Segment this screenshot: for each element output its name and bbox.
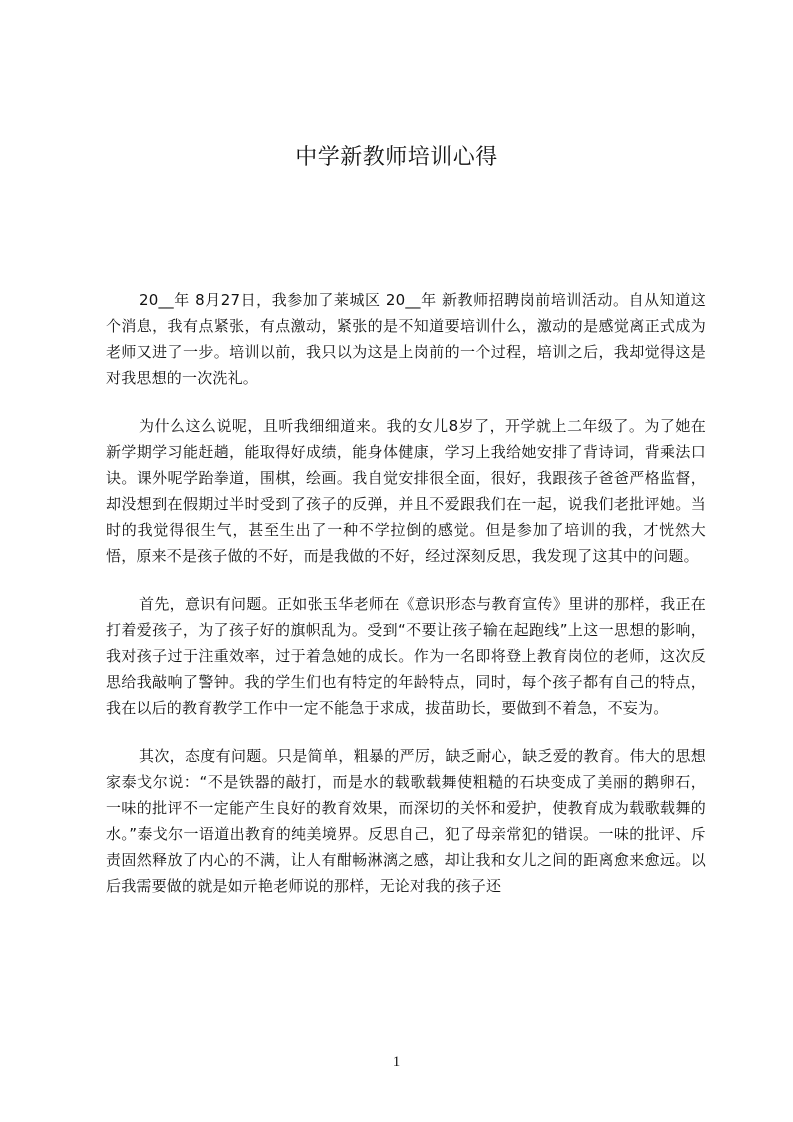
paragraph-3: 首先，意识有问题。正如张玉华老师在《意识形态与教育宣传》里讲的那样，我正在打着爱孩子，为了孩子好的旗帜乱为。受到“不要让孩子输在起跑线”上这一思想的影响，我对孩子过于注重效率，过于着急她的成长。作为一名即将登上教育岗位的老师，这次反思给我敲响了警钟。我的学生们也有特定的年龄特点，同时，每个孩子都有自己的特点，我在以后的教育教学工作中一定不能急于求成，拔苗助长，要做到不着急，不妄为。 [106, 595, 706, 717]
document-body [106, 287, 706, 921]
document-title: 中学新教师培训心得 [295, 145, 498, 170]
page-number: 1 [392, 1054, 401, 1070]
paragraph-4: 其次，态度有问题。只是简单，粗暴的严厉，缺乏耐心，缺乏爱的教育。伟大的思想家泰戈尔说：“不是铁器的敲打，而是水的载歌载舞使粗糙的石块变成了美丽的鹅卵石，一味的批评不一定能产生良好的教育效果，而深切的关怀和爱护，使教育成为载歌载舞的水。”泰戈尔一语道出教育的纯美境界。反思自己，犯了母亲常犯的错误。一味的批评、斥责固然释放了内心的不满，让人有酣畅淋漓之感，却让我和女儿之间的距离愈来愈远。以后我需要做的就是如亓艳老师说的那样，无论对我的孩子还 [106, 747, 706, 895]
paragraph-1: 20__年 8月27日，我参加了莱城区 20__年 新教师招聘岗前培训活动。自从知道这个消息，我有点紧张，有点激动，紧张的是不知道要培训什么，激动的是感觉离正式成为老师又进了一步。培训以前，我只以为这是上岗前的一个过程，培训之后，我却觉得这是对我思想的一次洗礼。 [106, 291, 706, 387]
paragraph-2: 为什么这么说呢，且听我细细道来。我的女儿8岁了，开学就上二年级了。为了她在新学期学习能赶趟，能取得好成绩，能身体健康，学习上我给她安排了背诗词，背乘法口诀。课外呢学跆拳道，围棋，绘画。我自觉安排很全面，很好，我跟孩子爸爸严格监督，却没想到在假期过半时受到了孩子的反弹，并且不爱跟我们在一起，说我们老批评她。当时的我觉得很生气，甚至生出了一种不学拉倒的感觉。但是参加了培训的我，才恍然大悟，原来不是孩子做的不好，而是我做的不好，经过深刻反思，我发现了这其中的问题。 [106, 417, 706, 565]
